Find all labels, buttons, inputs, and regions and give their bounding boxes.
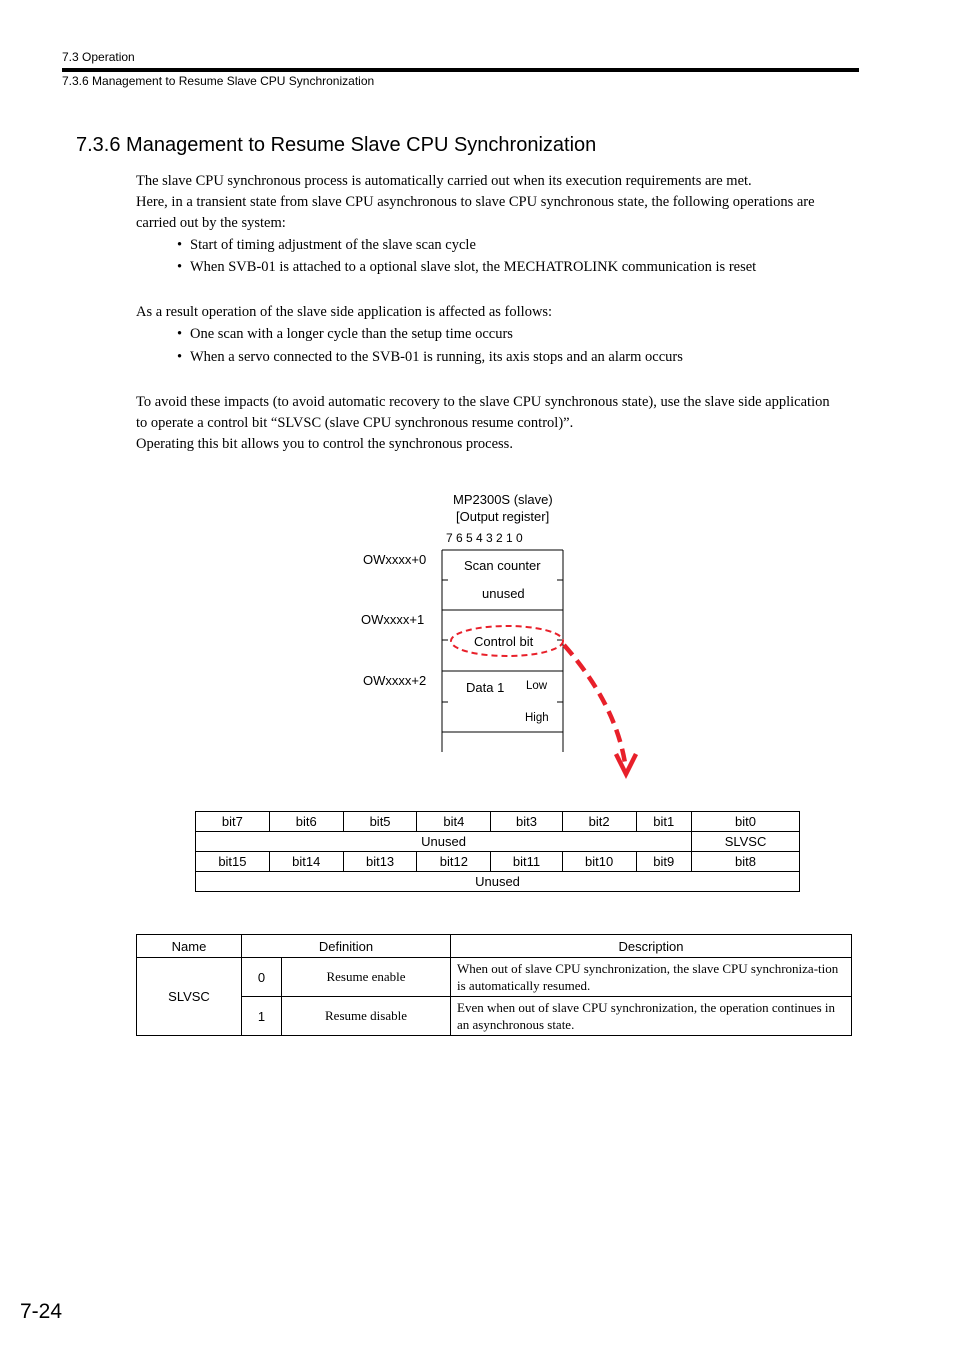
column-header-description: Description (451, 935, 852, 958)
paragraph-3 (136, 392, 830, 455)
list-item-text: When a servo connected to the SVB-01 is running, its axis stops and an alarm occurs (190, 349, 683, 365)
table-cell: Unused (196, 872, 800, 892)
table-row (196, 812, 800, 832)
table-cell: SLVSC (692, 832, 800, 852)
column-header-definition: Definition (242, 935, 451, 958)
page-number: 7-24 (20, 1300, 63, 1323)
bullet-marker: • (177, 326, 183, 342)
table-cell-description: Even when out of slave CPU synchronization, the operation continues in an asynchronous state. (451, 997, 852, 1036)
bullet-marker: • (177, 237, 183, 253)
table-cell: bit14 (269, 852, 343, 872)
paragraph-3-line-1: To avoid these impacts (to avoid automatic recovery to the slave CPU synchronous state), use the slave side application (136, 394, 830, 410)
bullet-marker: • (177, 259, 183, 275)
table-row (196, 872, 800, 892)
cell-high: High (525, 712, 549, 724)
table-header-row (137, 935, 852, 958)
paragraph-3-line-2: to operate a control bit “SLVSC (slave CPU synchronous resume control)”. (136, 415, 574, 431)
cell-low: Low (526, 680, 548, 692)
register-diagram (340, 488, 660, 788)
table-row (196, 852, 800, 872)
table-cell: bit1 (636, 812, 692, 832)
paragraph-3-line-3: Operating this bit allows you to control the synchronous process. (136, 436, 513, 452)
list-item-text: When SVB-01 is attached to a optional slave slot, the MECHATROLINK communication is reset (190, 259, 757, 275)
running-header-subsection: 7.3.6 Management to Resume Slave CPU Synchronization (62, 74, 375, 88)
diagram-title: MP2300S (slave) (453, 492, 553, 507)
table-cell: bit0 (692, 812, 800, 832)
table-cell: bit15 (196, 852, 270, 872)
list-item-text: One scan with a longer cycle than the setup time occurs (190, 326, 513, 342)
table-cell: bit2 (562, 812, 636, 832)
table-row (196, 832, 800, 852)
table-cell: bit7 (196, 812, 270, 832)
table-cell: bit8 (692, 852, 800, 872)
table-cell: bit9 (636, 852, 692, 872)
column-header-name: Name (137, 935, 242, 958)
paragraph-1 (136, 171, 815, 234)
table-cell: Unused (196, 832, 692, 852)
section-title: 7.3.6 Management to Resume Slave CPU Synchronization (76, 134, 597, 156)
cell-control-bit: Control bit (474, 634, 534, 649)
table-cell: bit4 (417, 812, 491, 832)
table-cell: bit10 (562, 852, 636, 872)
table-cell: bit5 (343, 812, 417, 832)
table-row (137, 958, 852, 997)
header-rule (62, 68, 859, 72)
bit-number-labels: 7 6 5 4 3 2 1 0 (446, 531, 523, 545)
running-header-section: 7.3 Operation (62, 50, 135, 64)
diagram-subtitle: [Output register] (456, 509, 550, 524)
table-cell-value: 0 (242, 958, 282, 997)
bit-layout-table (195, 811, 800, 892)
definition-table (136, 934, 852, 1036)
table-cell: bit3 (491, 812, 562, 832)
table-cell: bit13 (343, 852, 417, 872)
table-cell-description: When out of slave CPU synchronization, the slave CPU synchroniza-tion is automatically resumed. (451, 958, 852, 997)
register-label: OWxxxx+2 (363, 673, 427, 688)
paragraph-1-line-2: Here, in a transient state from slave CPU asynchronous to slave CPU synchronous state, the following operations are (136, 194, 815, 210)
table-row (137, 997, 852, 1036)
arrow-down-icon (564, 645, 625, 763)
list-item-text: Start of timing adjustment of the slave scan cycle (190, 237, 476, 253)
paragraph-1-line-3: carried out by the system: (136, 215, 286, 231)
table-cell-definition: Resume disable (282, 997, 451, 1036)
register-label: OWxxxx+0 (363, 552, 427, 567)
table-cell: bit12 (417, 852, 491, 872)
bullet-marker: • (177, 349, 183, 365)
cell-scan-counter: Scan counter (464, 558, 541, 573)
table-cell-name: SLVSC (137, 958, 242, 1036)
paragraph-2: As a result operation of the slave side application is affected as follows: (136, 304, 553, 320)
cell-unused: unused (482, 586, 525, 601)
table-cell: bit11 (491, 852, 562, 872)
table-cell: bit6 (269, 812, 343, 832)
paragraph-1-line-1: The slave CPU synchronous process is automatically carried out when its execution requirements are met. (136, 173, 752, 189)
table-cell-value: 1 (242, 997, 282, 1036)
register-label: OWxxxx+1 (361, 612, 425, 627)
cell-data1: Data 1 (466, 680, 505, 695)
table-cell-definition: Resume enable (282, 958, 451, 997)
